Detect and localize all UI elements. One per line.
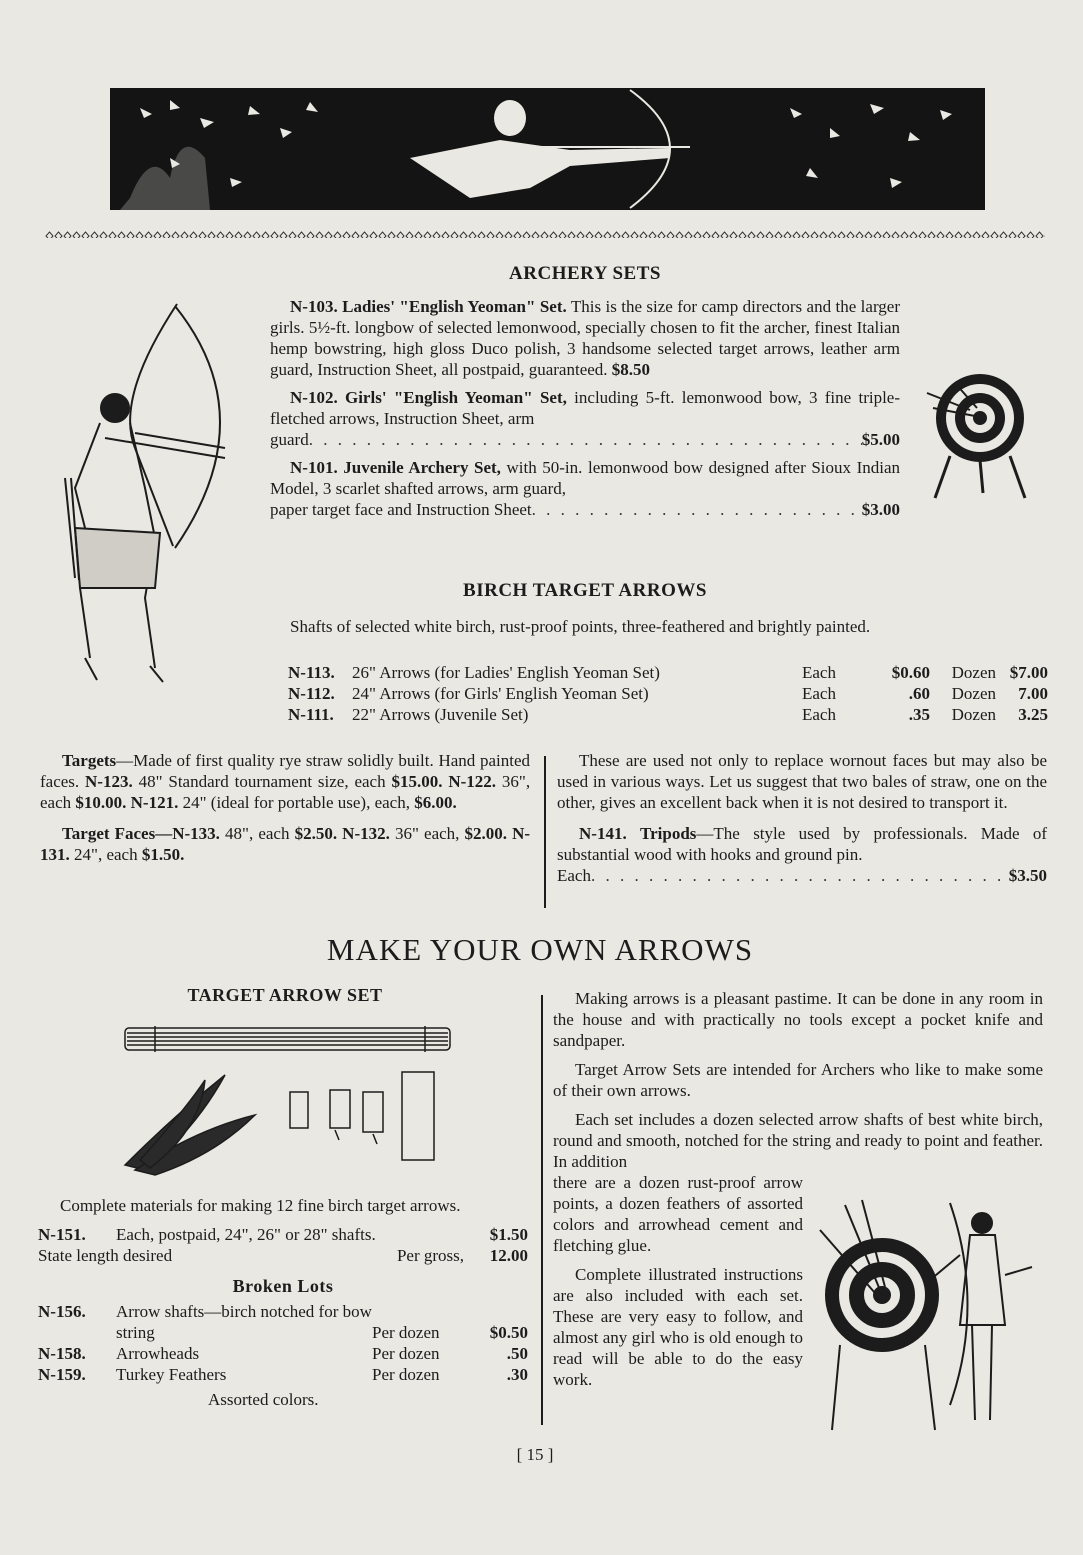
tripods-intro: These are used not only to replace wornout faces but may also be used in various ways. Let us suggest that two bales of straw, one on the other, gives an excellent back when it is not desired to transport it. [557, 751, 1047, 812]
archer-banner-illustration [110, 88, 985, 210]
girl-archer-illustration [35, 298, 250, 690]
paragraph-4: Complete illustrated instructions are also included with each set. These are very easy to follow, and almost any girl who is old enough to read will be able to do the easy work. [553, 1265, 803, 1389]
targets-section [40, 750, 530, 865]
item-n151-gross: State length desired Per gross, 12.00 [38, 1246, 528, 1265]
paragraph-3: Each set includes a dozen selected arrow shafts of best white birch, round and smooth, notched for the string and ready to point and feather. In addition [553, 1110, 1043, 1171]
make-arrows-description-narrow [553, 1172, 803, 1390]
table-row: N-159. Turkey Feathers Per dozen .30 [38, 1365, 528, 1384]
girl-with-target-illustration [810, 1195, 1045, 1435]
archery-sets-heading: ARCHERY SETS [509, 263, 661, 284]
target-faces-paragraph: Target Faces—N-133. 48", each $2.50. N-132. 36" each, $2.00. N-131. 24", each $1.50. [40, 824, 531, 864]
birch-intro: Shafts of selected white birch, rust-proof points, three-feathered and brightly painted. [290, 617, 871, 636]
table-row: string Per dozen $0.50 [116, 1323, 528, 1342]
item-n102-price-row: guard . . . $5.00 [270, 429, 900, 450]
table-row: N-112. 24" Arrows (for Girls' English Yeoman Set) Each .60 Dozen 7.00 [288, 684, 1048, 703]
item-n103: N-103. Ladies' "English Yeoman" Set. This is the size for camp directors and the larger girls. 5½-ft. longbow of selected lemonwood, specially chosen to fit the archer, finest Italian hemp bowstring, high gloss Duco polish, 3 handsome selected target arrows, leather arm guard, Instruction Sheet, all postpaid, guaranteed. $8.50 [270, 297, 901, 379]
column-divider [544, 756, 546, 908]
item-n141-price-row: Each . . . $3.50 [557, 865, 1047, 886]
table-row: N-113. 26" Arrows (for Ladies' English Yeoman Set) Each $0.60 Dozen $7.00 [288, 663, 1048, 682]
page-number: [ 15 ] [516, 1445, 554, 1464]
paragraph-3-continued: there are a dozen rust-proof arrow points, a dozen feathers of assorted colors and arrowhead cement and fletching glue. [553, 1173, 803, 1255]
item-n101: N-101. Juvenile Archery Set, with 50-in. lemonwood bow designed after Sioux Indian Model, 3 scarlet shafted arrows, arm guard, [270, 458, 900, 498]
item-n151: N-151. Each, postpaid, 24", 26" or 28" shafts. $1.50 [38, 1225, 528, 1244]
table-row: N-158. Arrowheads Per dozen .50 [38, 1344, 528, 1363]
column-divider [541, 995, 543, 1425]
paragraph-2: Target Arrow Sets are intended for Archers who like to make some of their own arrows. [553, 1060, 1043, 1100]
make-your-own-arrows-heading: MAKE YOUR OWN ARROWS [326, 932, 754, 967]
targets-paragraph: Targets—Made of first quality rye straw solidly built. Hand painted faces. N-123. 48" Standard tournament size, each $15.00. N-122. 36", each $10.00. N-121. 24" (ideal for portable use), each, $6.00. [40, 751, 531, 812]
birch-arrows-heading: BIRCH TARGET ARROWS [463, 580, 707, 601]
complete-materials-text: Complete materials for making 12 fine birch target arrows. [60, 1196, 461, 1215]
paragraph-1: Making arrows is a pleasant pastime. It can be done in any room in the house and with practically no tools except a pocket knife and sandpaper. [553, 989, 1043, 1050]
archery-sets-list [270, 296, 900, 520]
assorted-colors-note: Assorted colors. [208, 1390, 319, 1409]
make-arrows-description [553, 988, 1043, 1172]
target-arrow-set-heading: TARGET ARROW SET [187, 985, 383, 1005]
table-row: N-156. Arrow shafts—birch notched for bow [38, 1302, 372, 1321]
item-n101-price-row: paper target face and Instruction Sheet . . . $3.00 [270, 499, 900, 520]
target-on-tripod-illustration [925, 368, 1040, 503]
decorative-rule [45, 228, 1045, 238]
birch-arrow-table [288, 662, 1048, 725]
item-n141: N-141. Tripods—The style used by professionals. Made of substantial wood with hooks and ground pin. [557, 824, 1047, 864]
arrow-kit-illustration [115, 1020, 455, 1185]
tripods-section [557, 750, 1047, 886]
kit-pricing [38, 1195, 528, 1410]
item-n102: N-102. Girls' "English Yeoman" Set, including 5-ft. lemonwood bow, 3 fine triple-fletched arrows, Instruction Sheet, arm [270, 388, 901, 428]
table-row: N-111. 22" Arrows (Juvenile Set) Each .35 Dozen 3.25 [288, 705, 1048, 724]
broken-lots-heading: Broken Lots [232, 1276, 334, 1296]
